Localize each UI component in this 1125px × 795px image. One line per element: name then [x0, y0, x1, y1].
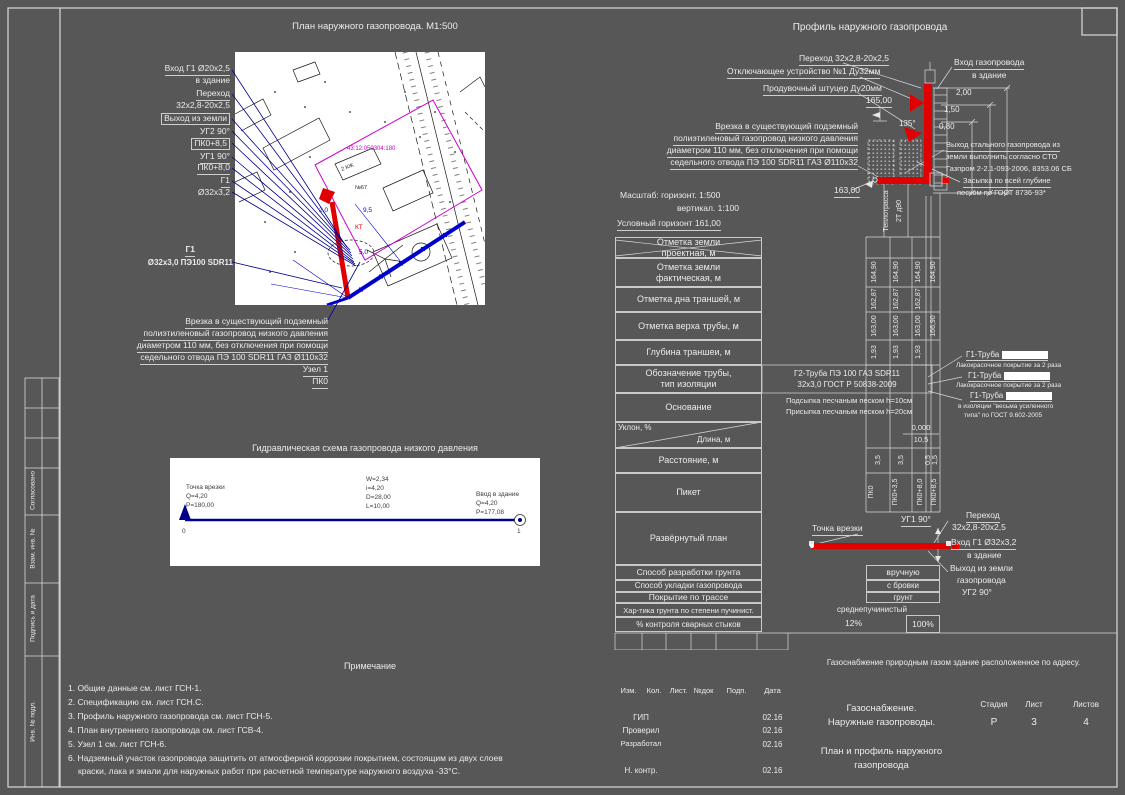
row-ground-actual: Отметка земли фактическая, м — [615, 258, 762, 287]
plan-leader-lines — [60, 40, 615, 440]
note-4: 4. План внутреннего газопровода см. лист ГСВ-4. — [68, 725, 264, 735]
row-unfolded-plan: Развёрнутый план — [615, 512, 762, 565]
kt-mark: КТ — [355, 224, 363, 231]
tap-point-label: Точка врезки — [812, 524, 863, 536]
stamp-podpis-data: Подпись и дата — [29, 595, 37, 642]
col-data: Дата — [764, 686, 781, 695]
ground-actual-value: 164,90 — [929, 261, 937, 283]
hydro-start-p: P=180,00 — [186, 502, 215, 509]
tapping-note-line4: седельного отвода ПЭ 100 SDR11 ГАЗ Ø110х32 — [140, 353, 328, 365]
doc-name-2: Наружные газопроводы. — [827, 717, 936, 728]
notes-title: Примечание — [343, 661, 397, 671]
callout-g1-size: Ø32х3,2 — [197, 187, 230, 197]
dim-9-5: 9,5 — [363, 207, 373, 214]
trench-bottom-value: 162,87 — [870, 288, 878, 310]
picket-value: ПК0+8,0 — [916, 478, 924, 506]
row-coverage: Покрытие по трассе — [615, 592, 762, 603]
callout-entry-bldg: в здание — [195, 75, 230, 85]
role-proveril: Проверил — [622, 726, 660, 735]
profile-callout-purge: Продувочный штуцер Ду20мм — [763, 84, 882, 96]
pipe-top-value: 163,00 — [892, 315, 900, 337]
pipe-tag-4: Лакокрасочное покрытие за 2 раза — [956, 382, 1062, 389]
row-trench-depth: Глубина траншеи, м — [615, 340, 762, 365]
weld-control-12: 12% — [845, 618, 863, 628]
stage-header: Стадия — [980, 700, 1008, 709]
heatline-size: 2Т д90 — [895, 200, 903, 222]
row-pipe-designation: Обозначение трубы, тип изоляции — [615, 365, 762, 393]
list-value: 3 — [1031, 717, 1037, 728]
cadastral-number: 43:12:050304:180 — [347, 146, 396, 152]
pipe-label-g1-spec: Ø32х3,0 ПЭ100 SDR11 — [147, 258, 233, 267]
col-list: Лист. — [669, 686, 688, 695]
row-trench-bottom: Отметка дна траншей, м — [615, 287, 762, 312]
steel-exit-1: Выход стального газопровода из — [946, 141, 1060, 152]
length-label: Длина, м — [697, 435, 731, 444]
tapping-note-line1: Врезка в существующий подземный — [185, 317, 328, 329]
col-podp: Подп. — [726, 686, 747, 695]
hydro-mid-i: i=4,20 — [366, 485, 384, 492]
pipe-tag-7: типа" по ГОСТ 9.602-2005 — [964, 412, 1043, 419]
plan-title: План наружного газопровода. М1:500 — [292, 21, 458, 32]
note-6: 6. Надземный участок газопровода защитить от атмосферной коррозии покрытием, состоящим из двух слоев — [68, 753, 503, 763]
distance-value: 1,5 — [931, 455, 939, 465]
date-nkontr: 02.16 — [762, 766, 783, 775]
steel-exit-2: земли выполнить согласно СТО — [946, 152, 1058, 161]
dim-0-80: 0,80 — [939, 122, 955, 131]
tapping-note-pk0: ПК0 — [312, 377, 328, 389]
base-2: Присыпка песчаным песком h=20см — [786, 407, 912, 416]
weld-control-100: 100% — [906, 615, 940, 633]
trench-bottom-value: 162,87 — [914, 288, 922, 310]
row-distance: Расстояние, м — [615, 448, 762, 473]
pipe-tag-5 — [970, 391, 1052, 402]
ground-actual-value: 164,90 — [914, 261, 922, 283]
row-ground-design: Отметка земли проектная, м — [615, 237, 762, 258]
row-dig-method: Способ разработки грунта — [615, 565, 762, 580]
pipe-top-value: 166,90 — [929, 315, 937, 337]
hydro-mid-d: D=28,00 — [366, 494, 391, 501]
note-6-cont: краски, лака и эмали для наружных работ при расчетной температуре наружного воздуха -33°С. — [78, 766, 461, 776]
hydro-node-0: 0 — [182, 528, 186, 535]
callout-entry-g1: Вход Г1 Ø20х2,5 — [165, 64, 230, 76]
pipe-tag-3-blank — [1004, 372, 1050, 380]
pipe-spec-2: 32х3,0 ГОСТ Р 50838-2009 — [797, 380, 897, 389]
profile-tapping-4: седельного отвода ПЭ 100 SDR11 ГАЗ Ø110х32 — [670, 158, 858, 170]
hydro-start-label: Точка врезки — [186, 484, 225, 491]
slope-label: Уклон, % — [618, 423, 652, 432]
pipe-tag-1-blank — [1002, 351, 1048, 359]
hydro-end-label: Ввод в здание — [476, 491, 520, 498]
hydro-node-1: 1 — [517, 528, 521, 535]
tapping-note-uzel: Узел 1 — [303, 365, 328, 377]
picket-value: ПК0 — [867, 485, 875, 499]
slope-value: 0,000 — [911, 423, 931, 432]
note-2: 2. Спецификацию см. лист ГСН.С. — [68, 697, 204, 707]
sheet-name-1: План и профиль наружного — [820, 746, 943, 757]
note-5: 5. Узел 1 см. лист ГСН-6. — [68, 739, 167, 749]
col-izm: Изм. — [620, 686, 637, 695]
entry-g1-bottom: Вход Г1 Ø32х3,2 — [951, 538, 1016, 550]
ground-exit-1: Выход из земли — [950, 563, 1013, 573]
pipe-tag-5-blank — [1006, 392, 1052, 400]
hydro-end-p: P=177,08 — [476, 509, 505, 516]
depth-value: 1,93 — [870, 345, 878, 359]
role-gip: ГИП — [633, 713, 649, 722]
callout-g1: Г1 — [221, 176, 230, 188]
callout-ground-exit: Выход из земли — [161, 113, 230, 125]
pipe-tag-1-text: Г1-Труба — [966, 350, 1000, 359]
pipe-tag-5-text: Г1-Труба — [970, 391, 1004, 400]
profile-tapping-3: диаметром 110 мм, без отключения при помощи — [667, 146, 858, 158]
base-1: Подсыпка песчаным песком h=10см — [786, 396, 912, 405]
profile-tapping-2: полиэтиленовый газопровод низкого давления — [673, 134, 858, 146]
profile-elev-163: 163,00 — [834, 186, 860, 198]
dim-2-0: 2,0 — [319, 207, 329, 214]
date-razrabotal: 02.16 — [762, 740, 783, 749]
col-kol: Кол. — [646, 686, 662, 695]
pipe-top-value: 163,00 — [914, 315, 922, 337]
transition-size-bottom: 32х2,8-20х2,5 — [952, 522, 1006, 532]
distance-value: 3,5 — [874, 455, 882, 465]
distance-value: 3,5 — [897, 455, 905, 465]
callout-ug1: УГ1 90° — [200, 152, 230, 164]
frost-heave-value: среднепучинистый — [837, 605, 907, 614]
row-picket: Пикет — [615, 473, 762, 512]
callout-transition-size: 32х2,8-20х2,5 — [176, 100, 230, 110]
col-ndoc: №док — [693, 686, 714, 695]
lists-header: Листов — [1073, 700, 1099, 709]
hydraulic-scheme — [170, 458, 540, 566]
hydro-mid-l: L=10,00 — [366, 503, 390, 510]
tapping-note-line2: полиэтиленовый газопровод низкого давления — [143, 329, 328, 341]
row-weld-control: % контроля сварных стыков — [615, 617, 762, 632]
dim-2-00: 2,00 — [956, 88, 972, 97]
profile-tapping-1: Врезка в существующий подземный — [715, 122, 858, 134]
dim-1-50: 1,50 — [944, 105, 960, 114]
lists-value: 4 — [1083, 717, 1089, 728]
dim-5-0: 5,0 — [359, 249, 369, 256]
hydro-start-q: Q=4,20 — [186, 493, 208, 500]
profile-callout-transition: Переход 32х2,8-20х2,5 — [799, 54, 889, 66]
building-label: 2 КЖ — [340, 162, 355, 173]
tapping-note-line3: диаметром 110 мм, без отключения при помощи — [137, 341, 328, 353]
steel-exit-3: Газпром 2-2.1-093-2006, 8353.06 СБ — [946, 164, 1072, 173]
list-header: Лист — [1025, 700, 1043, 709]
picket-value: ПК0+3,5 — [891, 478, 899, 506]
object-name: Газоснабжение природным газом здание расположенное по адресу. — [826, 658, 1081, 667]
datum-level: Условный горизонт 161,00 — [617, 219, 721, 231]
callout-ug2: УГ2 90° — [200, 127, 230, 139]
depth-value: 1,93 — [892, 345, 900, 359]
length-value: 10,5 — [913, 435, 929, 444]
lay-method-value: с бровки — [866, 580, 940, 592]
note-1: 1. Общие данные см. лист ГСН-1. — [68, 683, 202, 693]
pipe-top-value: 163,00 — [870, 315, 878, 337]
pipe-tag-2: Лакокрасочное покрытие за 2 раза — [956, 362, 1062, 369]
ground-actual-value: 164,90 — [892, 261, 900, 283]
profile-entry-line2: в здание — [972, 70, 1007, 80]
entry-bldg-bottom: в здание — [967, 550, 1002, 560]
dig-method-value: вручную — [866, 565, 940, 580]
stamp-inv-podl: Инв. № подл. — [29, 701, 37, 742]
date-gip: 02.16 — [762, 713, 783, 722]
date-proveril: 02.16 — [762, 726, 783, 735]
angle-135: 135° — [899, 119, 916, 128]
scale-vertical: вертикал. 1:100 — [677, 203, 739, 213]
pipe-tag-3-text: Г1-Труба — [968, 371, 1002, 380]
heatline-label: Теплотрасса — [882, 190, 890, 232]
hydraulic-title: Гидравлическая схема газопровода низкого давления — [252, 443, 478, 453]
pipe-tag-3 — [968, 371, 1050, 382]
hydro-mid-w: W=2,34 — [366, 476, 389, 483]
backfill-2: песком по ГОСТ 8736-93* — [957, 188, 1046, 197]
pipe-tag-1 — [966, 350, 1048, 361]
sheet-name-2: газопровода — [854, 760, 909, 771]
callout-pk080: ПК0+8,0 — [197, 163, 230, 175]
doc-name-1: Газоснабжение. — [846, 703, 917, 714]
profile-entry-line1: Вход газопровода — [954, 58, 1024, 70]
picket-value: ПК0+8,5 — [930, 478, 938, 506]
transition-label-bottom: Переход — [966, 511, 1000, 523]
row-lay-method: Способ укладки газопровода — [615, 580, 762, 592]
hydro-end-q: Q=4,20 — [476, 500, 498, 507]
stamp-vzam-inv: Взам. инв. № — [29, 528, 37, 569]
role-razrabotal: Разработал — [620, 739, 662, 748]
stage-value: Р — [990, 717, 998, 728]
coverage-value: грунт — [866, 592, 940, 603]
ground-exit-3: УГ2 90° — [962, 587, 992, 597]
ug1-label: УГ1 90° — [901, 515, 931, 527]
row-foundation: Основание — [615, 393, 762, 422]
ground-exit-2: газопровода — [957, 575, 1006, 585]
backfill-1: Засыпка по всей глубине — [963, 177, 1051, 188]
pipe-tag-6: в изоляции "весьма усиленного — [958, 403, 1054, 410]
note-3: 3. Профиль наружного газопровода см. лист ГСН-5. — [68, 711, 273, 721]
pipe-label-g1: Г1 — [185, 245, 195, 257]
ground-actual-value: 164,90 — [870, 261, 878, 283]
building-number: №67 — [355, 185, 368, 191]
role-nkontr: Н. контр. — [624, 766, 658, 775]
distance-value: 0,5 — [924, 455, 932, 465]
depth-value: 1,93 — [914, 345, 922, 359]
callout-pk085: ПК0+8,5 — [191, 138, 230, 150]
scale-horizontal: Масштаб: горизонт. 1:500 — [620, 190, 721, 200]
pipe-spec-1: Г2-Труба ПЭ 100 ГАЗ SDR11 — [794, 369, 900, 378]
callout-transition: Переход — [196, 89, 230, 101]
trench-bottom-value: 162,87 — [892, 288, 900, 310]
profile-callout-shutoff: Отключающее устройство №1 Ду32мм — [727, 67, 880, 79]
row-frost-heave: Хар-тика грунта по степени пучинист. — [615, 603, 762, 617]
profile-elev-165: 165,00 — [866, 96, 892, 108]
stamp-soglasovano: Согласовано — [29, 470, 37, 511]
row-pipe-top: Отметка верха трубы, м — [615, 312, 762, 340]
profile-title: Профиль наружного газопровода — [792, 22, 948, 33]
